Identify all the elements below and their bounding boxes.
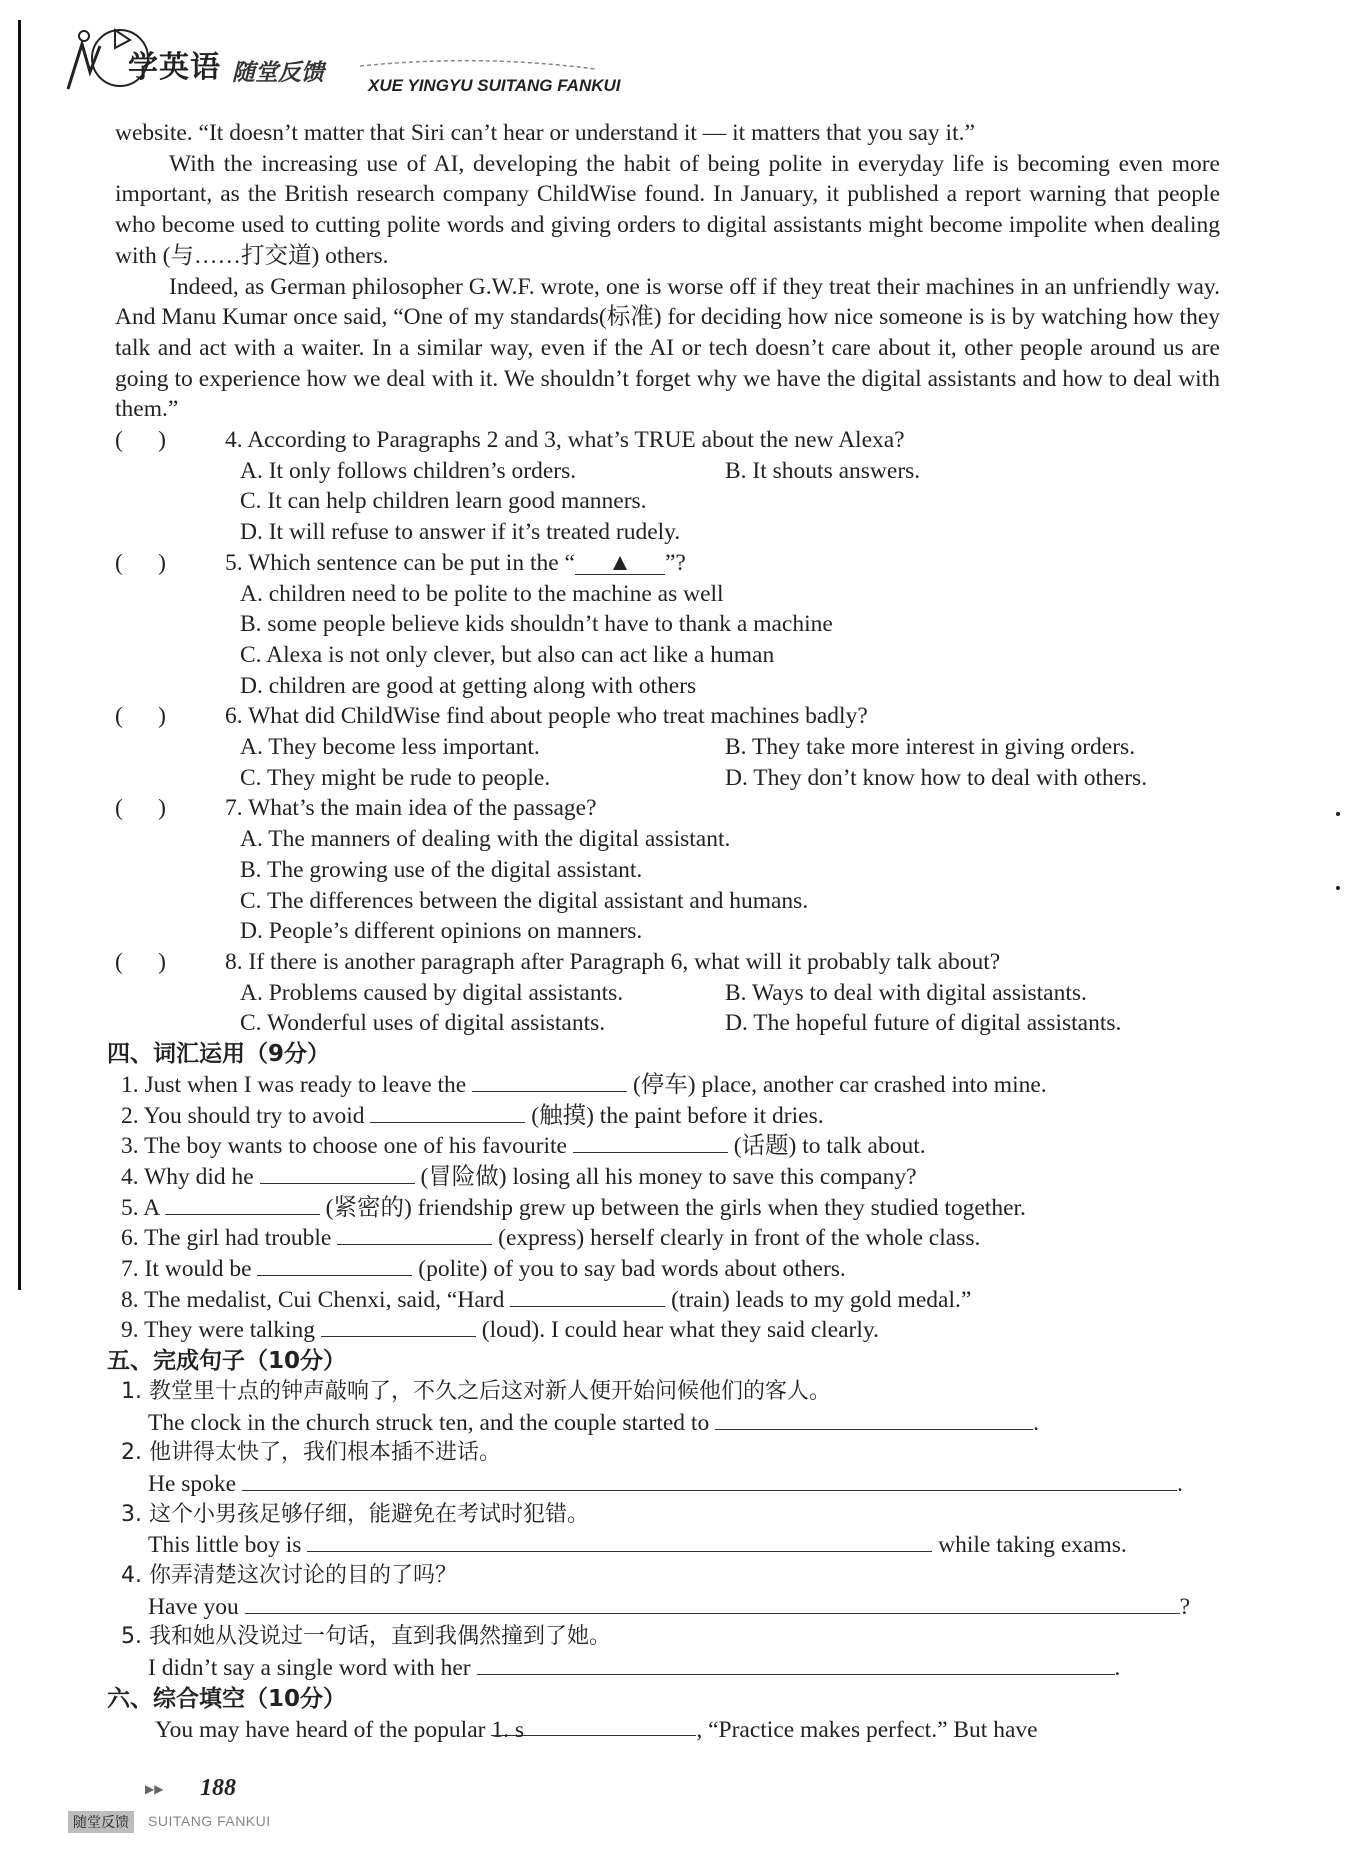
option: C. They might be rude to people. — [240, 764, 551, 791]
fill-blank[interactable] — [573, 1132, 728, 1153]
option: D. The hopeful future of digital assistants. — [725, 1010, 1122, 1037]
option: B. Ways to deal with digital assistants. — [725, 979, 1087, 1006]
english-sentence: He spoke . — [148, 1470, 1183, 1497]
option: B. It shouts answers. — [725, 457, 921, 484]
vocab-item: 2. You should try to avoid (触摸) the paint before it dries. — [121, 1102, 824, 1129]
header-subtitle: 随堂反馈 — [232, 60, 324, 86]
page-header — [60, 14, 660, 104]
fill-blank[interactable] — [257, 1255, 412, 1276]
chinese-sentence: 3. 这个小男孩足够仔细，能避免在考试时犯错。 — [121, 1501, 589, 1527]
option: A. They become less important. — [240, 734, 540, 761]
fill-blank[interactable] — [337, 1224, 492, 1245]
option: D. They don’t know how to deal with others. — [725, 764, 1148, 791]
fill-blank[interactable] — [242, 1470, 1177, 1491]
english-sentence: I didn’t say a single word with her . — [148, 1655, 1121, 1682]
question-6 — [115, 701, 1220, 732]
question-4 — [115, 425, 1220, 456]
chinese-sentence: 4. 你弄清楚这次讨论的目的了吗？ — [121, 1563, 457, 1589]
question-8 — [115, 947, 1220, 978]
margin-dot — [1336, 812, 1340, 816]
fill-blank[interactable] — [165, 1194, 320, 1215]
passage-paragraph: With the increasing use of AI, developing the habit of being polite in everyday life is becoming even more important, as the British research company ChildWise found. In January, it published a report warning that people who become used to cutting polite words and giving orders to digital assistants might become impolite when dealing with (与……打交道) others. — [115, 150, 1220, 269]
english-sentence: The clock in the church struck ten, and the couple started to . — [148, 1409, 1039, 1436]
option: A. The manners of dealing with the digital assistant. — [240, 826, 731, 853]
chinese-sentence: 1. 教堂里十点的钟声敲响了，不久之后这对新人便开始问候他们的客人。 — [121, 1378, 831, 1404]
triangle-blank-marker: ▲ — [575, 552, 665, 575]
vocab-item: 7. It would be (polite) of you to say bad words about others. — [121, 1256, 846, 1283]
vocab-item: 8. The medalist, Cui Chenxi, said, “Hard (train) leads to my gold medal.” — [121, 1286, 972, 1313]
answer-bracket[interactable]: ( ) — [115, 948, 166, 975]
vocab-item: 3. The boy wants to choose one of his favourite (话题) to talk about. — [121, 1133, 926, 1160]
option: A. It only follows children’s orders. — [240, 457, 577, 484]
section-6-title: 六、综合填空（10分） — [107, 1685, 347, 1712]
question-stem: 8. If there is another paragraph after Paragraph 6, what will it probably talk about? — [225, 948, 1001, 975]
question-5-options — [115, 579, 1220, 702]
page-number: 188 — [200, 1775, 236, 1801]
question-8-options — [115, 978, 1220, 1039]
margin-dot — [1336, 886, 1340, 890]
answer-bracket[interactable]: ( ) — [115, 703, 166, 730]
option: C. Wonderful uses of digital assistants. — [240, 1010, 606, 1037]
passage-paragraph: Indeed, as German philosopher G.W.F. wrote, one is worse off if they treat their machines in an unfriendly way. And Manu Kumar once said, “One of my standards(标准) for deciding how nice someone is is by watching how they talk and act with a waiter. In a similar way, even if the AI or tech doesn’t care about it, other people around us are going to experience how we deal with it. We shouldn’t forget why we have the digital assistants and how to deal with them.” — [115, 273, 1220, 423]
chinese-sentence: 5. 我和她从没说过一句话，直到我偶然撞到了她。 — [121, 1624, 611, 1650]
option: A. Problems caused by digital assistants. — [240, 979, 624, 1006]
fill-blank[interactable] — [307, 1531, 932, 1552]
question-stem: 6. What did ChildWise find about people who treat machines badly? — [225, 703, 868, 730]
section-4-title: 四、词汇运用（9分） — [107, 1041, 331, 1068]
passage-line: website. “It doesn’t matter that Siri can’t hear or understand it — it matters that you say it.” — [115, 120, 975, 146]
option: D. People’s different opinions on manners. — [240, 918, 643, 945]
header-title: 学英语 — [128, 50, 221, 85]
option: C. Alexa is not only clever, but also can act like a human — [240, 641, 775, 668]
question-stem: 4. According to Paragraphs 2 and 3, what’s TRUE about the new Alexa? — [225, 427, 905, 454]
fill-blank[interactable] — [245, 1593, 1180, 1614]
fill-blank[interactable] — [472, 1071, 627, 1092]
vocab-item: 4. Why did he (冒险做) losing all his money to save this company? — [121, 1163, 917, 1190]
option: D. It will refuse to answer if it’s treated rudely. — [240, 519, 681, 546]
option: B. some people believe kids shouldn’t have to thank a machine — [240, 611, 833, 638]
question-6-options — [115, 732, 1220, 793]
english-sentence: Have you ? — [148, 1593, 1191, 1620]
page-content — [107, 118, 1220, 1745]
header-pinyin: XUE YINGYU SUITANG FANKUI — [368, 76, 621, 95]
fill-blank[interactable] — [510, 1286, 665, 1307]
question-7 — [115, 793, 1220, 824]
vocab-item: 1. Just when I was ready to leave the (停车) place, another car crashed into mine. — [121, 1071, 1047, 1098]
fill-blank[interactable] — [715, 1409, 1033, 1430]
vocab-item: 5. A (紧密的) friendship grew up between the girls when they studied together. — [121, 1194, 1026, 1221]
cloze-blank-1[interactable]: 1. s — [491, 1715, 696, 1736]
fill-blank[interactable] — [321, 1316, 476, 1337]
question-4-options — [115, 456, 1220, 548]
chinese-sentence: 2. 他讲得太快了，我们根本插不进话。 — [121, 1440, 501, 1466]
option: C. It can help children learn good manners. — [240, 488, 647, 515]
answer-bracket[interactable]: ( ) — [115, 427, 166, 454]
vocab-item: 6. The girl had trouble (express) herself clearly in front of the whole class. — [121, 1225, 981, 1252]
cloze-text: You may have heard of the popular 1. s , “Practice makes perfect.” But have — [155, 1716, 1038, 1743]
footer-badge: 随堂反馈 — [68, 1811, 134, 1833]
option: D. children are good at getting along with others — [240, 672, 697, 699]
english-sentence: This little boy is while taking exams. — [148, 1532, 1127, 1559]
fill-blank[interactable] — [260, 1163, 415, 1184]
option: B. They take more interest in giving orders. — [725, 734, 1136, 761]
question-5 — [115, 548, 1220, 579]
question-7-options — [115, 824, 1220, 947]
fill-blank[interactable] — [477, 1654, 1115, 1675]
footer-pinyin: SUITANG FANKUI — [148, 1813, 271, 1829]
binding-edge-line — [18, 20, 21, 1290]
footer-arrow-icon: ▶▶ — [145, 1782, 164, 1796]
option: B. The growing use of the digital assistant. — [240, 856, 643, 883]
answer-bracket[interactable]: ( ) — [115, 549, 166, 576]
vocab-item: 9. They were talking (loud). I could hear what they said clearly. — [121, 1317, 879, 1344]
question-stem: 5. Which sentence can be put in the “ ▲ ”? — [225, 549, 686, 576]
answer-bracket[interactable]: ( ) — [115, 795, 166, 822]
question-stem: 7. What’s the main idea of the passage? — [225, 795, 597, 822]
option: C. The differences between the digital assistant and humans. — [240, 887, 809, 914]
option: A. children need to be polite to the machine as well — [240, 580, 724, 607]
section-5-title: 五、完成句子（10分） — [107, 1348, 347, 1375]
fill-blank[interactable] — [370, 1102, 525, 1123]
